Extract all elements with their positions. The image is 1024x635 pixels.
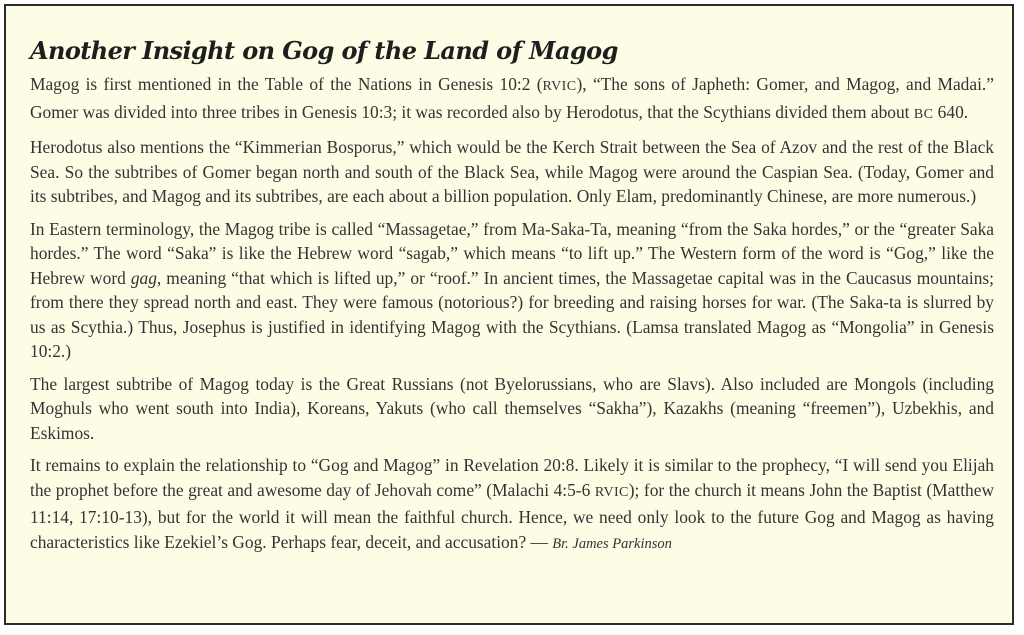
paragraph-5 (30, 453, 994, 556)
rvic-abbrev: RVIC (542, 79, 577, 94)
box-title: Another Insight on Gog of the Land of Magog (30, 36, 618, 65)
paragraph-1-text-b: ), “The sons of Japheth: Gomer, and Magog, and Madai.” Gomer was divided into three tribes in Genesis 10:3; it was recorded also by Herodotus, that the Scythians divided them about (30, 74, 994, 122)
paragraph-3-text-a: In Eastern terminology, the Magog tribe is called “Massagetae,” from Ma-Saka-Ta, meaning “from the Saka hordes,” or the “greater Saka hordes.” The word “Saka” is like the Hebrew word “sagab,” which means “to lift up.” The Western form of the word is “Gog,” like the Hebrew word (30, 218, 994, 288)
author-signature: Br. James Parkinson (552, 535, 672, 552)
paragraph-3-text-b: , meaning “that which is lifted up,” or “roof.” In ancient times, the Massagetae capital was in the Caucasus mountains; from there they spread north and east. They were famous (notorious?) for breeding and raising horses for war. (The Saka-ta is slurred by us as Scythia.) Thus, Josephus is justified in identifying Magog with the Scythians. (Lamsa translated Magog as “Mongolia” in Genesis 10:2.) (30, 267, 995, 361)
rvic-abbrev: RVIC (594, 484, 629, 500)
sidebar-box (4, 4, 1014, 625)
paragraph-1 (30, 72, 994, 127)
paragraph-5-text-b: ); for the church it means John the Baptist (Matthew 11:14, 17:10-13), but for the world it will mean the faithful church. Hence, we need only look to the future Gog and Magog as having characteristics like Ezekiel’s Gog. Perhaps fear, deceit, and accusation? — (30, 479, 994, 552)
italic-word: gag (130, 267, 157, 288)
paragraph-3 (30, 217, 994, 364)
bc-abbrev: BC (913, 106, 934, 122)
paragraph-2: Herodotus also mentions the “Kimmerian Bosporus,” which would be the Kerch Strait between the Sea of Azov and the rest of the Black Sea. So the subtribes of Gomer began north and south of the Black Sea, while Magog were around the Caspian Sea. (Today, Gomer and its subtribes, and Magog and its subtribes, are each about a billion population. Only Elam, predominantly Chinese, are more numerous.) (30, 137, 994, 206)
paragraph-1-text-c: 640. (933, 101, 969, 122)
paragraph-4: The largest subtribe of Magog today is the Great Russians (not Byelorussians, who are Slavs). Also included are Mongols (including Moghuls who went south into India), Koreans, Yakuts (who call themselves “Sakha”), Kazakhs (meaning “freemen”), Uzbekhis, and Eskimos. (30, 373, 994, 443)
paragraph-5-text-a: It remains to explain the relationship to “Gog and Magog” in Revelation 20:8. Likely it is similar to the prophecy, “I will send you Elijah the prophet before the great and awesome day of Jehovah come” (Malachi 4:5-6 (30, 455, 994, 500)
paragraph-1-text-a: Magog is first mentioned in the Table of the Nations in Genesis 10:2 ( (30, 74, 543, 94)
